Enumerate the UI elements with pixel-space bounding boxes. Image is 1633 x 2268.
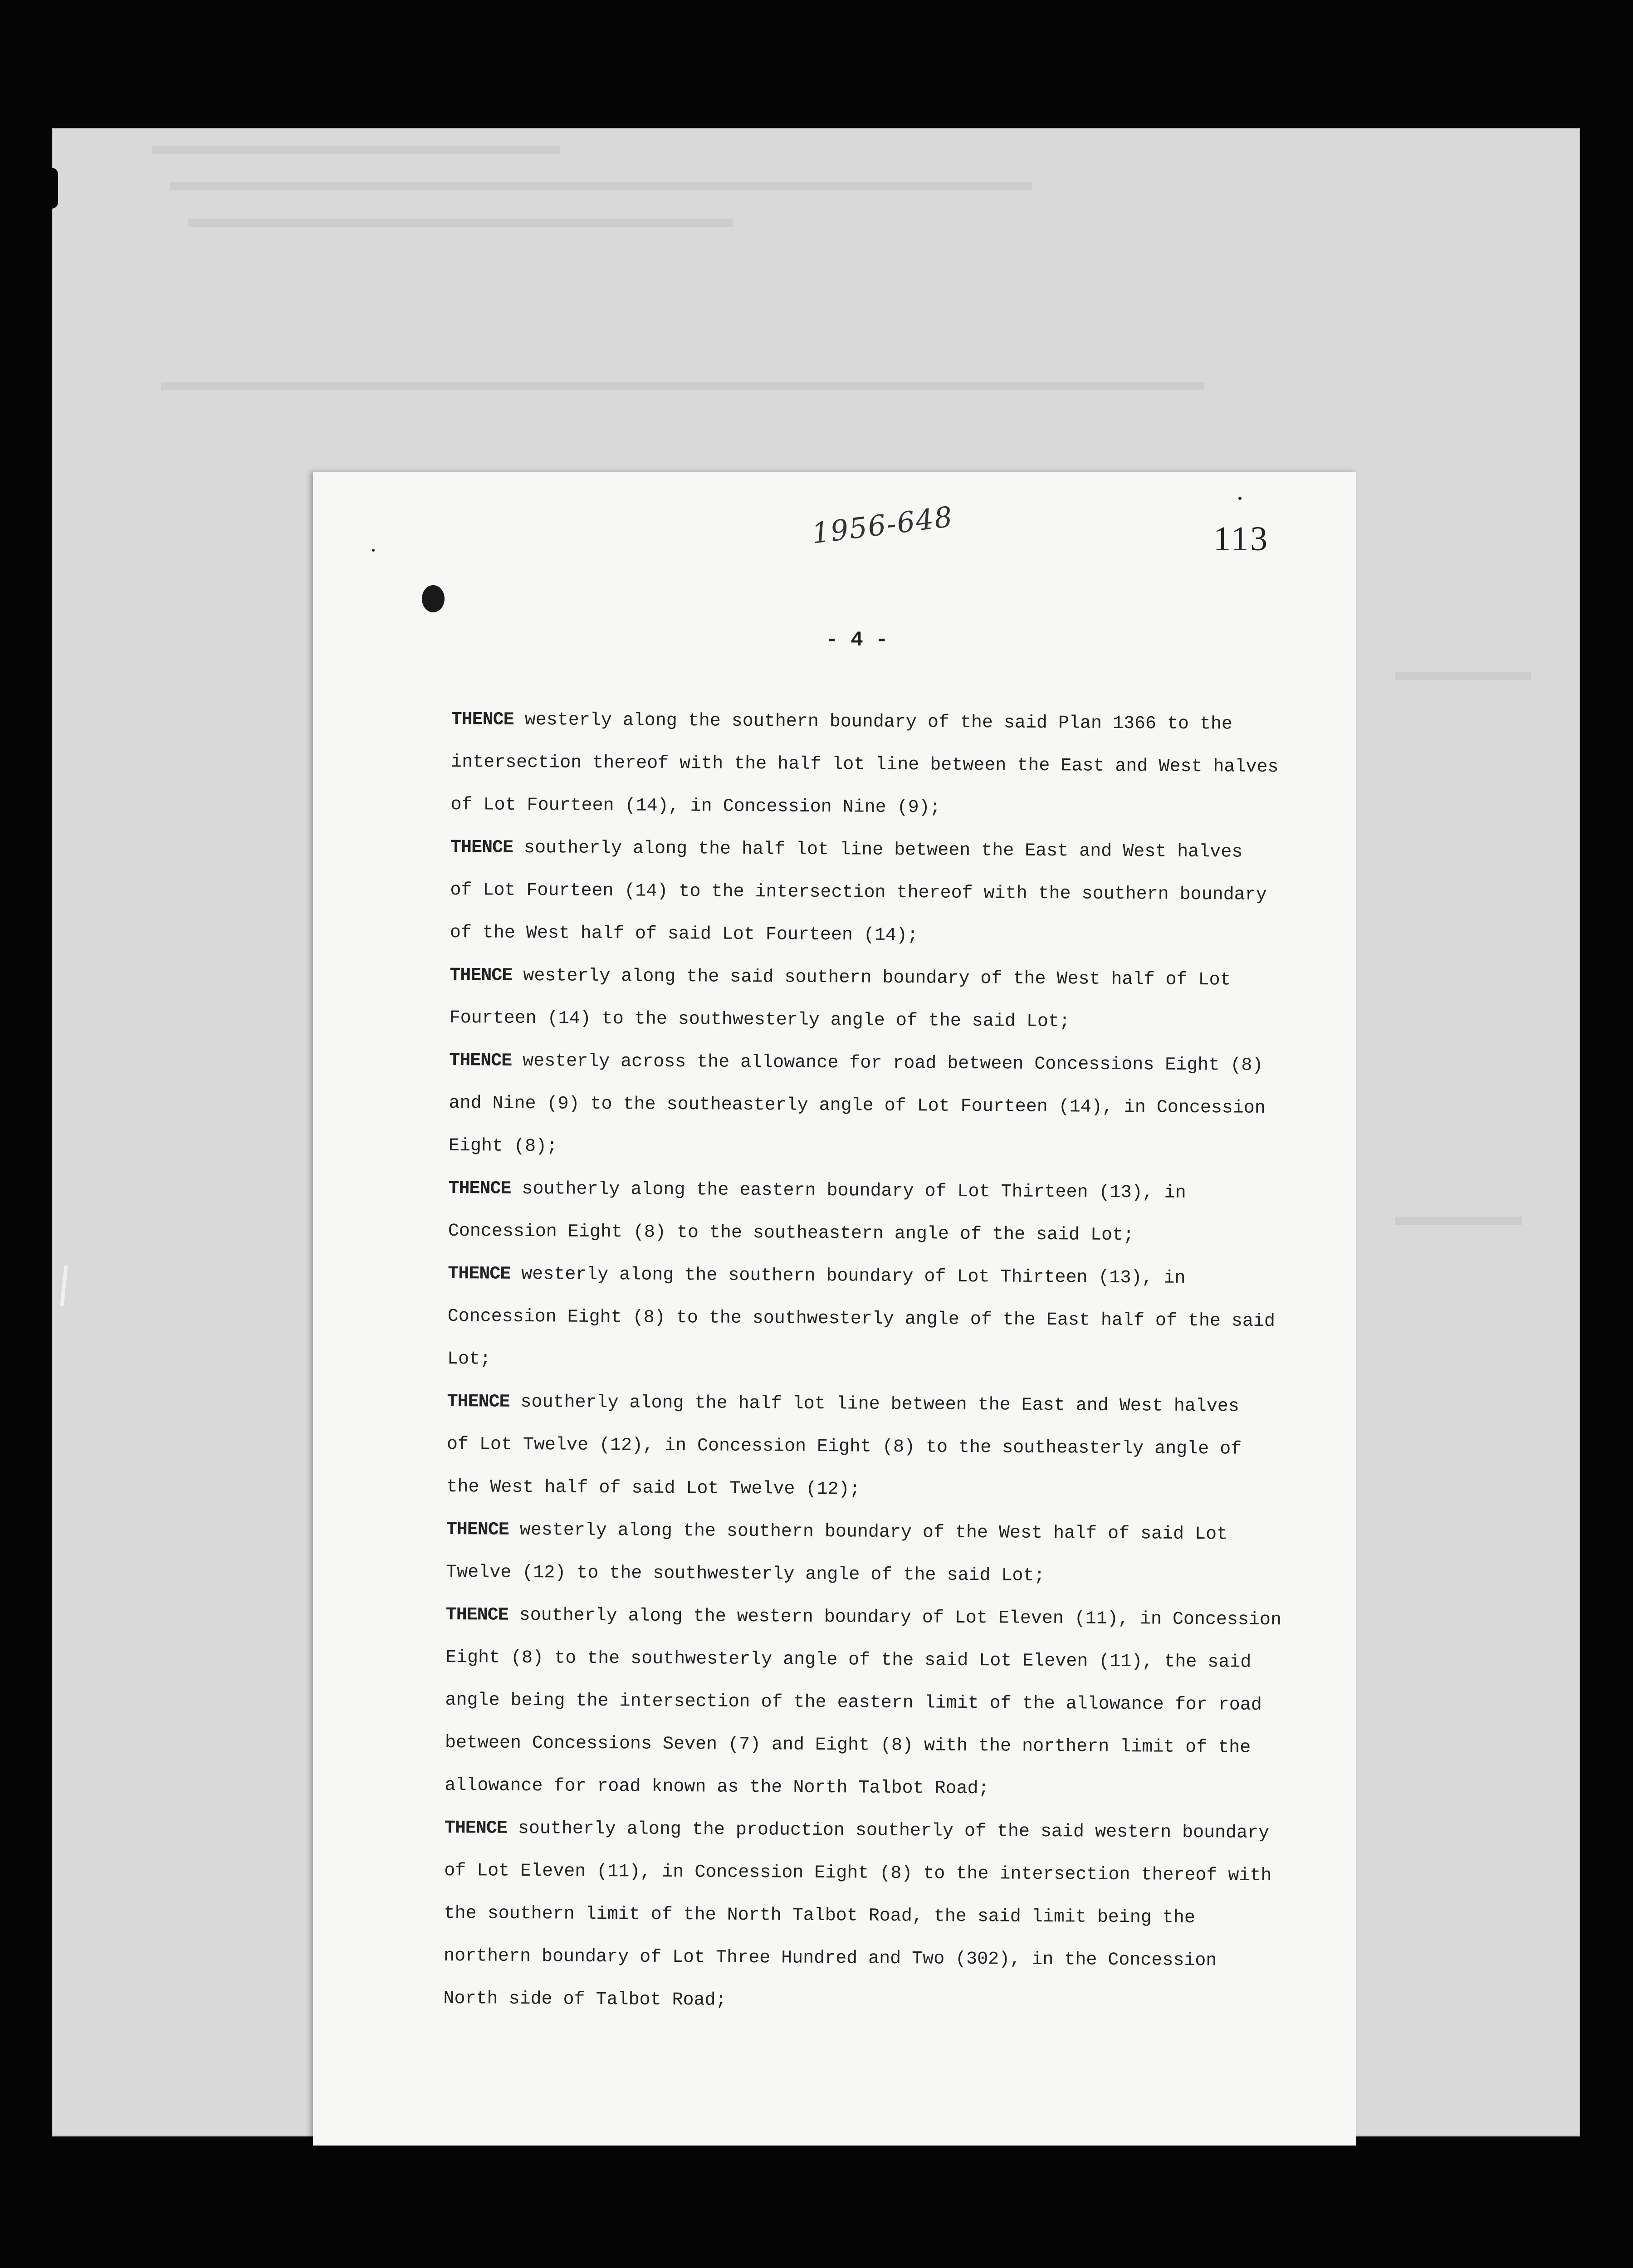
bleed-through-mark (1395, 1217, 1522, 1225)
line-text: southerly along the half lot line between the East and West halves (509, 1392, 1239, 1417)
text-line (444, 1807, 1302, 1855)
text-line (445, 1594, 1303, 1642)
paragraph-keyword: THENCE (451, 709, 514, 730)
paragraph-keyword: THENCE (444, 1818, 507, 1839)
paragraph-keyword: THENCE (447, 1391, 510, 1413)
text-line: angle being the intersection of the eastern limit of the allowance for road (445, 1690, 1262, 1716)
text-line: of Lot Eleven (11), in Concession Eight (8) to the intersection thereof with (444, 1860, 1272, 1887)
text-line (448, 1253, 1305, 1301)
text-line: Twelve (12) to the southwesterly angle of the said Lot; (446, 1562, 1045, 1587)
text-line: intersection thereof with the half lot line between the East and West halves (451, 752, 1279, 778)
bleed-through-mark (161, 382, 1204, 390)
line-text: westerly along the said southern boundary of the West half of Lot (512, 965, 1231, 991)
text-line: the West half of said Lot Twelve (12); (446, 1476, 861, 1500)
line-text: southerly along the half lot line between the East and West halves (513, 837, 1243, 863)
bleed-through-mark (152, 146, 560, 154)
line-text: westerly across the allowance for road between Concessions Eight (8) (512, 1051, 1263, 1076)
text-line: Lot; (447, 1349, 491, 1370)
bleed-through-mark (1395, 672, 1531, 680)
document-page (313, 472, 1356, 2146)
text-line (446, 1509, 1304, 1557)
text-line: the southern limit of the North Talbot Road, the said limit being the (444, 1903, 1196, 1929)
line-text: southerly along the production southerly of the said western boundary (507, 1818, 1270, 1844)
ink-speck (1238, 497, 1242, 500)
text-line: Eight (8); (448, 1135, 558, 1157)
text-line (450, 954, 1307, 1002)
ink-speck (372, 549, 375, 552)
line-text: westerly along the southern boundary of the West half of said Lot (508, 1520, 1228, 1545)
paragraph-keyword: THENCE (448, 1178, 511, 1199)
legal-description (443, 699, 1309, 2025)
text-line: North side of Talbot Road; (443, 1988, 727, 2011)
paragraph-keyword: THENCE (449, 1050, 512, 1071)
paragraph-keyword: THENCE (448, 1263, 511, 1285)
bleed-through-mark (188, 219, 733, 227)
line-text: southerly along the western boundary of Lot Eleven (11), in Concession (508, 1605, 1282, 1631)
text-line: between Concessions Seven (7) and Eight (8) with the northern limit of the (445, 1732, 1251, 1758)
text-line: of Lot Fourteen (14) to the intersection thereof with the southern boundary (450, 880, 1267, 905)
text-line: of Lot Fourteen (14), in Concession Nine (9); (450, 794, 941, 818)
text-line: Concession Eight (8) to the southeastern angle of the said Lot; (448, 1221, 1134, 1246)
text-line: Concession Eight (8) to the southwesterly angle of the East half of the said (447, 1306, 1276, 1332)
line-text: southerly along the eastern boundary of Lot Thirteen (13), in (511, 1178, 1186, 1203)
text-line: Fourteen (14) to the southwesterly angle of the said Lot; (449, 1007, 1071, 1032)
paragraph-keyword: THENCE (450, 965, 513, 986)
text-line (449, 1040, 1307, 1088)
text-line (448, 1168, 1306, 1216)
file-number: 1956-648 (810, 500, 955, 550)
line-text: westerly along the southern boundary of the said Plan 1366 to the (513, 709, 1233, 735)
text-line: of Lot Twelve (12), in Concession Eight (8) to the southeasterly angle of (446, 1434, 1242, 1460)
sheet-number: - 4 - (826, 628, 889, 652)
bleed-through-mark (170, 182, 1032, 191)
ink-blot (422, 585, 445, 612)
text-line: northern boundary of Lot Three Hundred and Two (302), in the Concession (443, 1945, 1217, 1971)
text-line: allowance for road known as the North Talbot Road; (445, 1775, 989, 1799)
page-number: 113 (1213, 520, 1270, 558)
paragraph-keyword: THENCE (446, 1519, 509, 1540)
text-line: and Nine (9) to the southeasterly angle of Lot Fourteen (14), in Concession (449, 1093, 1266, 1119)
paragraph-keyword: THENCE (450, 837, 513, 858)
text-line (451, 699, 1309, 747)
punch-hole (45, 168, 58, 209)
text-line (450, 826, 1308, 875)
line-text: westerly along the southern boundary of Lot Thirteen (13), in (510, 1264, 1186, 1289)
text-line: Eight (8) to the southwesterly angle of the said Lot Eleven (11), the said (445, 1647, 1252, 1673)
text-line: of the West half of said Lot Fourteen (14); (450, 922, 919, 946)
text-line (447, 1381, 1305, 1429)
paragraph-keyword: THENCE (445, 1604, 508, 1626)
